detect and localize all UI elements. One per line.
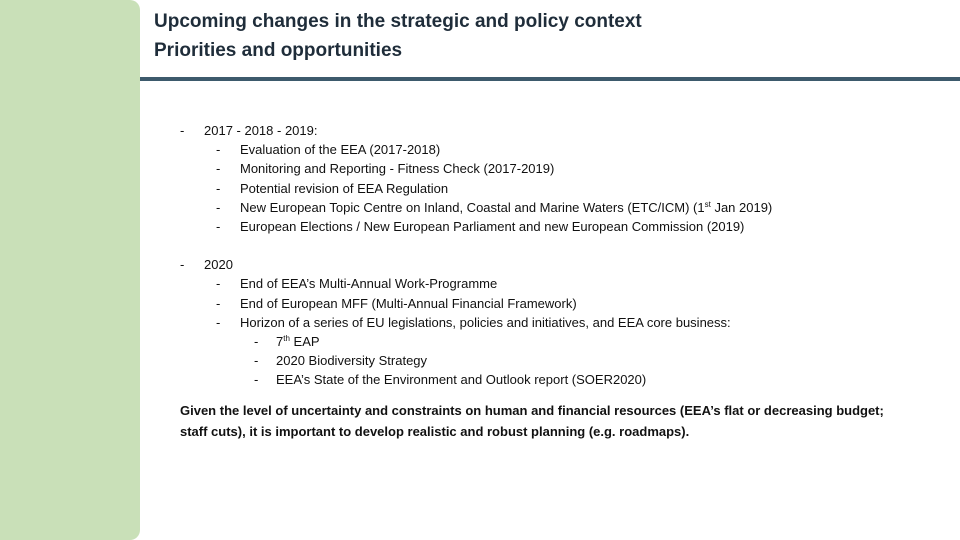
sub-list-item	[180, 351, 950, 370]
sub-list-item	[180, 332, 950, 351]
group-heading-2020	[180, 255, 950, 274]
superscript: th	[283, 334, 290, 344]
list-item	[180, 179, 950, 198]
list-item-text: 2020 Biodiversity Strategy	[276, 353, 428, 369]
bullet-dash: -	[216, 295, 221, 311]
list-item-text: End of European MFF (Multi-Annual Financial Framework)	[240, 295, 577, 311]
list-item	[180, 140, 950, 159]
bullet-dash: -	[216, 199, 221, 215]
group-heading-2017-2019	[180, 121, 950, 140]
list-item-text: Monitoring and Reporting - Fitness Check (2017-2019)	[240, 161, 555, 177]
list-item	[180, 313, 950, 332]
list-item-text: EEA’s State of the Environment and Outlook report (SOER2020)	[276, 372, 647, 388]
list-item-text: European Elections / New European Parliament and new European Commission (2019)	[240, 219, 745, 235]
bullet-dash: -	[216, 276, 221, 292]
bullet-dash: -	[216, 219, 221, 235]
list-item-text: 7	[276, 334, 284, 350]
title-line-1: Upcoming changes in the strategic and policy context	[154, 11, 642, 32]
bullet-dash: -	[216, 161, 221, 177]
list-item-text: EAP	[289, 334, 320, 350]
list-item	[180, 294, 950, 313]
bullet-dash: -	[180, 257, 185, 273]
list-item	[180, 159, 950, 178]
bullet-dash: -	[216, 142, 221, 158]
bullet-dash: -	[254, 372, 259, 388]
bullet-dash: -	[254, 334, 259, 350]
list-item-text: Potential revision of EEA Regulation	[240, 180, 449, 196]
list-item	[180, 217, 950, 236]
list-item-text: Horizon of a series of EU legislations, policies and initiatives, and EEA core business:	[240, 314, 731, 330]
bullet-dash: -	[216, 314, 221, 330]
list-item-text: Evaluation of the EEA (2017-2018)	[240, 142, 441, 158]
list-item-text: New European Topic Centre on Inland, Coastal and Marine Waters (ETC/ICM) (1	[240, 199, 705, 215]
bullet-dash: -	[180, 123, 185, 138]
conclusion-paragraph: Given the level of uncertainty and constraints on human and financial resources (EEA’s flat or decreasing budget; staff cuts), it is important to develop realistic and robust planning (e.g. roadmaps).	[180, 402, 884, 439]
bullet-dash: -	[254, 353, 259, 369]
group-heading-text: 2017 - 2018 - 2019:	[204, 123, 318, 138]
title-line-2: Priorities and opportunities	[154, 40, 403, 61]
side-accent-panel	[0, 0, 140, 540]
bullet-dash: -	[216, 180, 221, 196]
list-item	[180, 274, 950, 293]
sub-list-item	[180, 370, 950, 389]
list-item	[180, 198, 950, 217]
slide-body	[180, 121, 950, 442]
list-item-text: Jan 2019)	[710, 199, 773, 215]
list-item-text: End of EEA’s Multi-Annual Work-Programme	[240, 276, 498, 292]
title-divider	[140, 77, 960, 81]
superscript: st	[704, 199, 711, 209]
group-heading-text: 2020	[204, 257, 233, 273]
slide-title	[154, 7, 642, 65]
